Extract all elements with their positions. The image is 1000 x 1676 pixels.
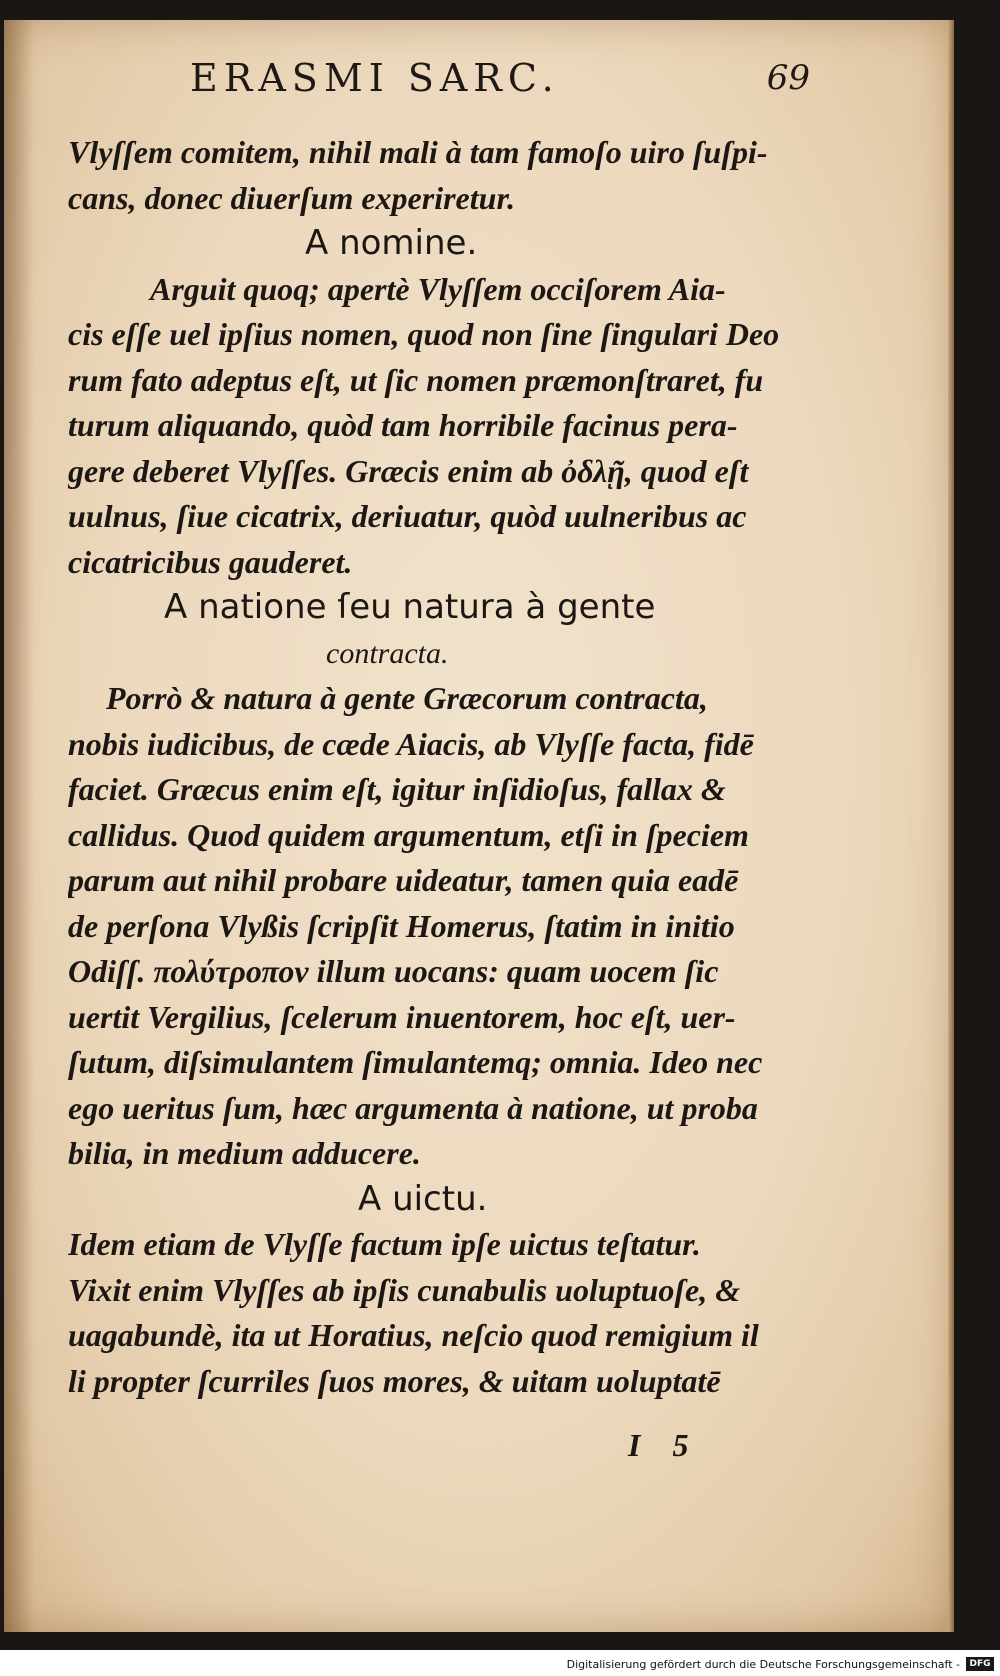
text-line: uertit Vergilius, ſcelerum inuentorem, hoc eſt, uer- [68, 998, 736, 1035]
page-header [190, 56, 810, 116]
text-line: de perſona Vlyßis ſcripſit Homerus, ſtatim in initio [68, 907, 735, 944]
section-heading: A nomine. [305, 223, 478, 263]
section-heading: contracta. [326, 636, 449, 670]
text-line: nobis iudicibus, de cæde Aiacis, ab Vlyſſe facta, fidē [68, 725, 754, 762]
text-line: gere deberet Vlyſſes. Græcis enim ab ὀδλῇ, quod eſt [68, 452, 749, 489]
text-line: ego ueritus ſum, hæc argumenta à natione, ut proba [68, 1089, 758, 1126]
text-line: Porrò & natura à gente Græcorum contracta, [106, 680, 708, 716]
text-line: callidus. Quod quidem argumentum, etſi in ſpeciem [68, 816, 749, 853]
text-block [68, 130, 828, 1404]
text-line: Idem etiam de Vlyſſe factum ipſe uictus teſtatur. [68, 1226, 701, 1262]
text-line: Vixit enim Vlyſſes ab ipſis cunabulis uoluptuoſe, & [68, 1271, 741, 1308]
text-line: cicatricibus gauderet. [68, 543, 353, 580]
text-line: Vlyſſem comitem, nihil mali à tam famoſo uiro ſuſpi- [68, 134, 768, 170]
page-number: 69 [766, 58, 810, 98]
page-edge [948, 20, 954, 1632]
funding-credit: Digitalisierung gefördert durch die Deutsche Forschungsgemeinschaft - [566, 1658, 960, 1671]
text-line: bilia, in medium adducere. [68, 1135, 421, 1171]
text-line: ſutum, diſsimulantem ſimulantemq; omnia. Ideo nec [68, 1044, 763, 1080]
running-head: ERASMI SARC. [190, 56, 560, 100]
text-line: uagabundè, ita ut Horatius, neſcio quod remigium il [68, 1317, 759, 1353]
text-line: parum aut nihil probare uideatur, tamen quia eadē [68, 862, 739, 898]
page-gutter-shadow [4, 20, 34, 1632]
text-line: cis eſſe uel ipſius nomen, quod non ſine ſingulari Deo [68, 316, 780, 352]
section-heading: A natione ſeu natura à gente [164, 587, 656, 627]
text-line: faciet. Græcus enim eſt, igitur inſidioſus, fallax & [68, 771, 726, 807]
signature-mark: I 5 [628, 1427, 701, 1463]
text-line: li propter ſcurriles ſuos mores, & uitam uoluptatē [68, 1362, 721, 1399]
text-line: turum aliquando, quòd tam horribile facinus pera- [68, 407, 738, 443]
text-line: uulnus, ſiue cicatrix, deriuatur, quòd uulneribus ac [68, 498, 747, 534]
text-line: cans, donec diuerſum experiretur. [68, 179, 516, 216]
dfg-logo-icon: DFG [966, 1657, 994, 1671]
text-line: Arguit quoq; apertè Vlyſſem occiſorem Aia- [150, 270, 726, 307]
text-line: Odiſſ. πολύτροπον illum uocans: quam uocem ſic [68, 953, 719, 989]
section-heading: A uictu. [358, 1178, 488, 1219]
text-line: rum fato adeptus eſt, ut ſic nomen præmonſtraret, fu [68, 361, 764, 398]
